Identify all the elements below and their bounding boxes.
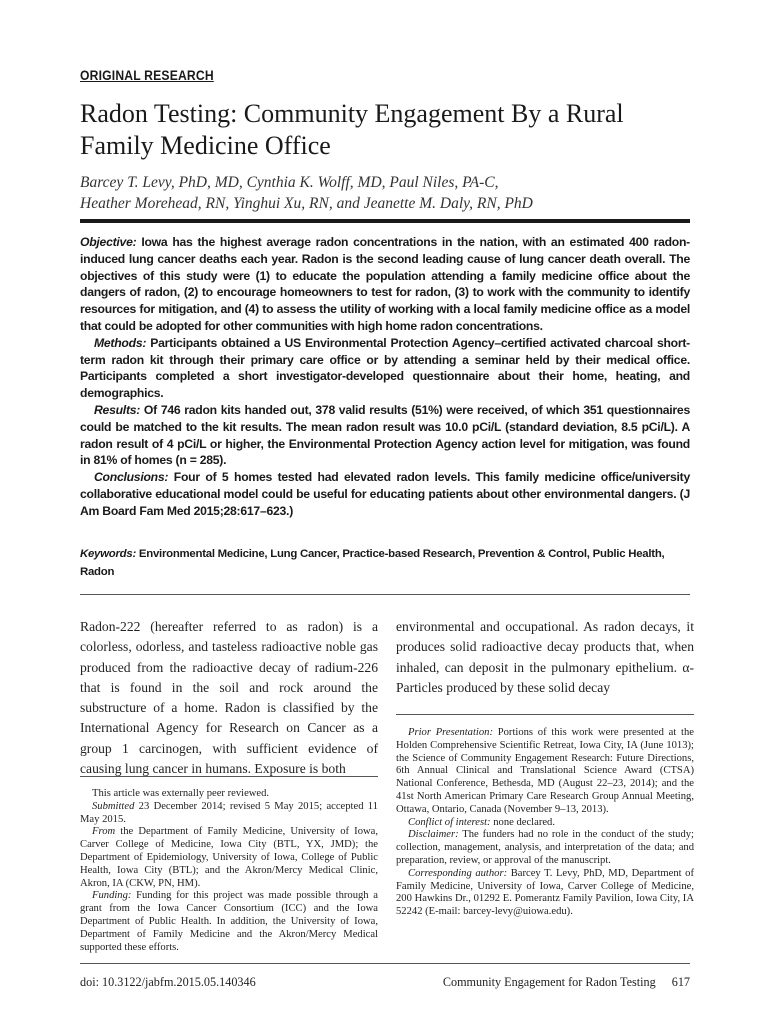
body-left-column: Radon-222 (hereafter referred to as radon) is a colorless, odorless, and tasteless radioactive noble gas produced from the radioactive decay of radium-226 that is found in the soil and rock around the substructure of a home. Radon is classified by the International Agency for Research on Cancer as a group 1 carcinogen, with sufficient evidence of causing lung cancer in humans. Exposure is both xyxy=(80,619,378,777)
authors-line-2: Heather Morehead, RN, Yinghui Xu, RN, and Jeanette M. Daly, RN, PhD xyxy=(80,195,533,212)
keywords-text: Environmental Medicine, Lung Cancer, Practice-based Research, Prevention & Control, Public Health, Radon xyxy=(80,548,665,578)
page-footer xyxy=(80,975,690,990)
prior-label: Prior Presentation: xyxy=(408,727,493,738)
keywords-label: Keywords: xyxy=(80,548,136,560)
author-list xyxy=(80,172,700,214)
disclaimer-note xyxy=(396,829,694,867)
disclaimer-text: The funders had no role in the conduct of the study; collection, management, analysis, and interpretation of the data; and preparation, review, or approval of the manuscript. xyxy=(396,829,694,866)
footer-divider xyxy=(80,963,690,964)
body-right-column: environmental and occupational. As radon decays, it produces solid radioactive decay products that, when inhaled, can deposit in the pulmonary epithelium. α-Particles produced by these solid decay xyxy=(396,619,694,695)
article-title: Radon Testing: Community Engagement By a Rural Family Medicine Office xyxy=(80,99,624,160)
abstract-divider xyxy=(80,594,690,595)
running-title: Community Engagement for Radon Testing xyxy=(442,975,656,989)
submitted-label: Submitted xyxy=(92,800,135,812)
conflict-note xyxy=(396,817,694,830)
funding-label: Funding: xyxy=(92,890,132,902)
abstract-conclusions xyxy=(80,469,690,519)
corresponding-author-note xyxy=(396,868,694,919)
funding-note xyxy=(80,890,378,954)
from-text: the Department of Family Medicine, University of Iowa, Carver College of Medicine, Iowa City (BTL, YX, JMD); the Department of Epidemiology, University of Iowa, College of Public Health, Iowa City (BTL); and the Akron/Mercy Medical Clinic, Akron, IA (CKW, PN, HM). xyxy=(80,826,378,889)
doi-link[interactable]: doi: 10.3122/jabfm.2015.05.140346 xyxy=(80,975,256,989)
submitted-note xyxy=(80,801,378,827)
keywords xyxy=(80,545,690,581)
abstract-objective xyxy=(80,234,690,335)
abstract xyxy=(80,234,690,520)
right-notes-divider xyxy=(396,714,694,715)
abstract-methods xyxy=(80,335,690,402)
article-notes xyxy=(80,788,378,954)
presentation-notes xyxy=(396,727,694,919)
conflict-text: none declared. xyxy=(490,816,556,828)
section-label: ORIGINAL RESEARCH xyxy=(80,68,214,83)
methods-label: Methods: xyxy=(94,335,147,350)
title-divider xyxy=(80,219,690,223)
abstract-results xyxy=(80,402,690,469)
results-label: Results: xyxy=(94,402,141,417)
objective-text: Iowa has the highest average radon concentrations in the nation, with an estimated 400 radon-induced lung cancer deaths each year. Radon is the second leading cause of lung cancer death overall. The objectives of this study were (1) to educate the population attending a family medicine office about the dangers of radon, (2) to encourage homeowners to test for radon, (3) to work with the community to identify resources for mitigation, and (4) to assess the utility of working with a local family medicine office as a model that could be adopted for other communities with high home radon concentrations. xyxy=(80,235,690,333)
corresponding-text: Barcey T. Levy, PhD, MD, Department of Family Medicine, University of Iowa, Carver College of Medicine, 200 Hawkins Dr., 01292 E. Pomerantz Family Pavilion, Iowa City, IA 52242 (E-mail: barcey-levy@uiowa.edu). xyxy=(396,867,694,918)
prior-text: Portions of this work were presented at the Holden Comprehensive Scientific Retreat, Iowa City, IA (June 1013); the Science of Community Engagement Research: Future Directions, 6th Annual Clinical and Translational Science Award (CTSA) National Conference, Bethesda, MD (August 22–23, 2014); and the 41st North American Primary Care Research Group Annual Meeting, Ottawa, Ontario, Canada (November 9–13, 2013). xyxy=(396,727,694,815)
objective-label: Objective: xyxy=(80,235,137,249)
conclusions-label: Conclusions: xyxy=(94,470,169,485)
peer-review-note: This article was externally peer reviewed. xyxy=(92,788,270,799)
methods-text: Participants obtained a US Environmental Protection Agency–certified activated charcoal short-term radon kit through their primary care office or by attending a seminar held by their medical office. Participants completed a short investigator-developed questionnaire about their home, heating, and demographics. xyxy=(80,335,690,401)
conflict-label: Conflict of interest: xyxy=(408,816,491,828)
submitted-text: 23 December 2014; revised 5 May 2015; accepted 11 May 2015. xyxy=(80,800,378,825)
prior-presentation-note xyxy=(396,727,694,817)
funding-text: Funding for this project was made possible through a grant from the Iowa Cancer Consortium (ICC) and the Iowa Department of Public Health. In addition, the University of Iowa, Department of Family Medicine and the Akron/Mercy Medical supported these efforts. xyxy=(80,890,378,953)
disclaimer-label: Disclaimer: xyxy=(408,829,459,841)
affiliation-note xyxy=(80,826,378,890)
left-notes-divider xyxy=(80,776,378,777)
authors-line-1: Barcey T. Levy, PhD, MD, Cynthia K. Wolff, MD, Paul Niles, PA-C, xyxy=(80,174,499,191)
page-number: 617 xyxy=(671,975,690,989)
footer-right xyxy=(443,975,690,990)
conclusions-text: Four of 5 homes tested had elevated radon levels. This family medicine office/university collaborative educational model could be useful for educating patients about other environmental dangers. (J Am Board Fam Med 2015;28:617–623.) xyxy=(80,470,690,518)
corresponding-label: Corresponding author: xyxy=(408,867,508,879)
from-label: From xyxy=(92,826,116,838)
results-text: Of 746 radon kits handed out, 378 valid results (51%) were received, of which 351 questionnaires could be matched to the kit results. The mean radon result was 10.0 pCi/L (standard deviation, 8.5 pCi/L). A radon result of 4 pCi/L or higher, the Environmental Protection Agency action level for mitigation, was found in 81% of homes (n = 285). xyxy=(80,402,690,468)
